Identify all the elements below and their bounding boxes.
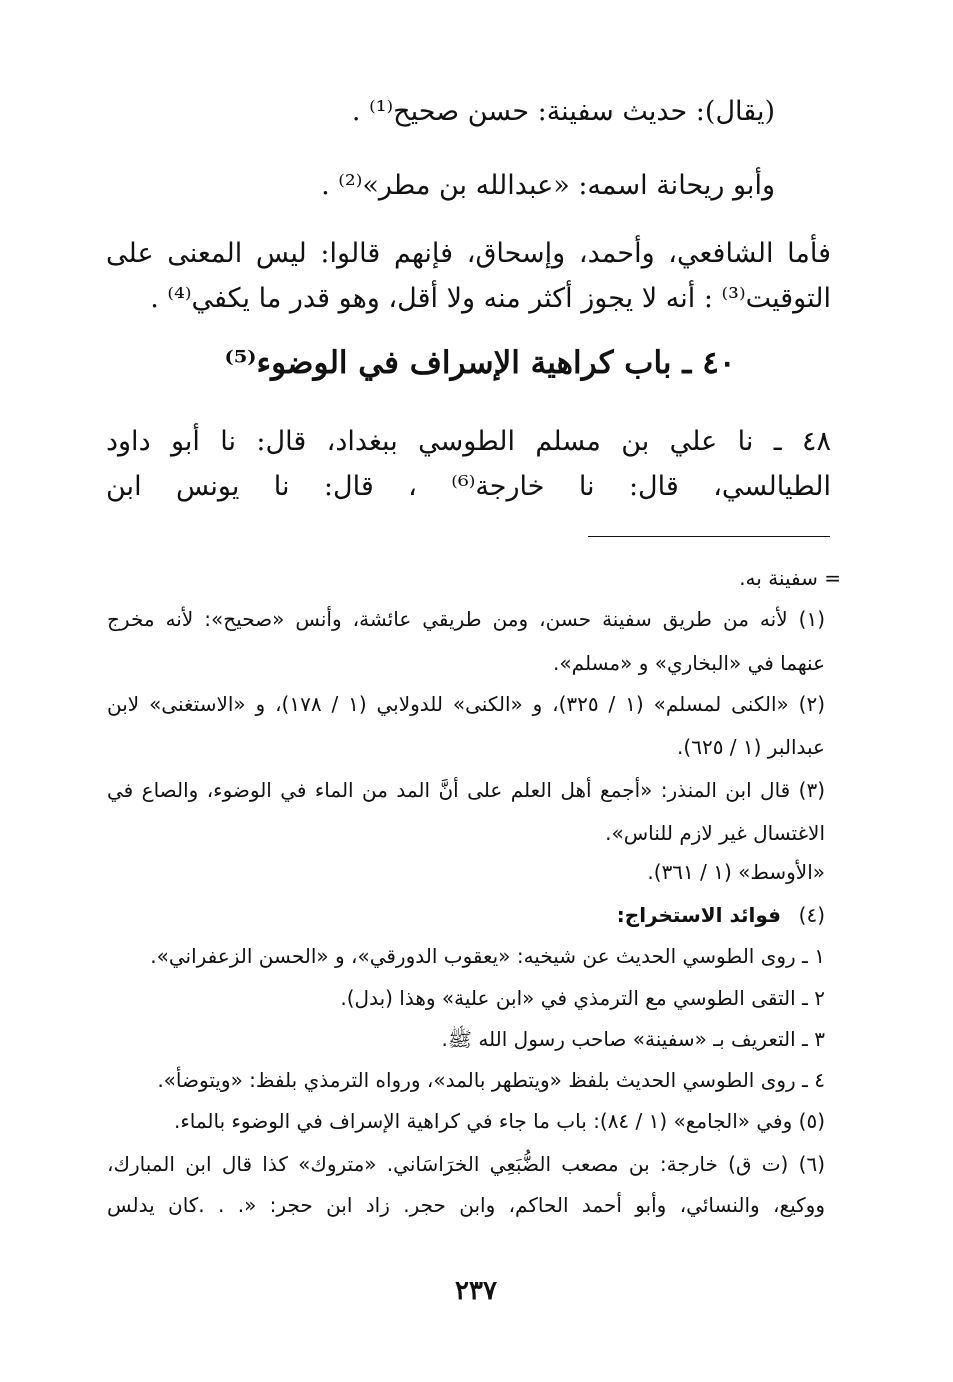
main-text-line-1: (يقال): حديث سفينة: حسن صحيح⁽¹⁾ .: [351, 96, 775, 127]
main-text-line-2: وأبو ريحانة اسمه: «عبدالله بن مطر»⁽²⁾ .: [321, 170, 775, 201]
chapter-heading: ٤٠ ـ باب كراهية الإسراف في الوضوء⁽⁵⁾: [224, 345, 736, 381]
footnote-separator: [588, 536, 830, 537]
footnote-3-line-3: «الأوسط» (١ / ٣٦١).: [647, 860, 825, 884]
footnote-4-item-2: ٢ ـ التقى الطوسي مع الترمذي في «ابن علية» وهذا (بدل).: [340, 986, 825, 1010]
hadith-line-2: الطيالسي، قال: نا خارجة⁽⁶⁾ ، قال: نا يونس ابن: [106, 471, 831, 502]
footnote-2-line-1: (٢) «الكنى لمسلم» (١ / ٣٢٥)، و «الكنى» للدولابي (١ / ١٧٨)، و «الاستغنى» لابن: [107, 692, 826, 716]
footnote-5: (٥) وفي «الجامع» (١ / ٨٤): باب ما جاء في كراهية الإسراف في الوضوء بالماء.: [173, 1109, 825, 1133]
footnote-2-line-2: عبدالبر (١ / ٦٢٥).: [677, 735, 825, 759]
footnote-4-item-3: ٣ ـ التعريف بـ «سفينة» صاحب رسول الله ﷺ.: [441, 1027, 825, 1051]
footnote-3-line-2: الاغتسال غير لازم للناس».: [605, 821, 825, 845]
footnote-6-line-2: ووكيع، والنسائي، وأبو أحمد الحاكم، وابن حجر. زاد ابن حجر: «. . .كان يدلس: [107, 1193, 825, 1217]
footnote-4-title: فوائد الاستخراج:: [616, 903, 781, 927]
page-number: ٢٣٧: [455, 1276, 497, 1306]
footnote-1-line-2: عنهما في «البخاري» و «مسلم».: [553, 651, 825, 675]
footnote-3-line-1: (٣) قال ابن المنذر: «أجمع أهل العلم على أنَّ المد من الماء في الوضوء، والصاع في: [107, 778, 825, 802]
footnote-4-item-1: ١ ـ روى الطوسي الحديث عن شيخيه: «يعقوب الدورقي»، و «الحسن الزعفراني».: [150, 944, 825, 968]
footnote-continuation: = سفينة به.: [739, 566, 841, 590]
paragraph-line-1: فأما الشافعي، وأحمد، وإسحاق، فإنهم قالوا: ليس المعنى على: [106, 238, 831, 269]
footnote-6-line-1: (٦) (ت ق) خارجة: بن مصعب الضُّبَعِي الخرَاسَاني. «متروك» كذا قال ابن المبارك،: [107, 1152, 825, 1176]
paragraph-line-2: التوقيت⁽³⁾ : أنه لا يجوز أكثر منه ولا أقل، وهو قدر ما يكفي⁽⁴⁾ .: [150, 283, 831, 314]
footnote-4-number: (٤): [798, 903, 825, 927]
footnote-1-line-1: (١) لأنه من طريق سفينة حسن، ومن طريقي عائشة، وأنس «صحيح»: لأنه مخرج: [107, 607, 825, 631]
footnote-4-item-4: ٤ ـ روى الطوسي الحديث بلفظ «ويتطهر بالمد»، ورواه الترمذي بلفظ: «ويتوضأ».: [157, 1068, 825, 1092]
hadith-line-1: ٤٨ ـ نا علي بن مسلم الطوسي ببغداد، قال: نا أبو داود: [106, 426, 831, 457]
